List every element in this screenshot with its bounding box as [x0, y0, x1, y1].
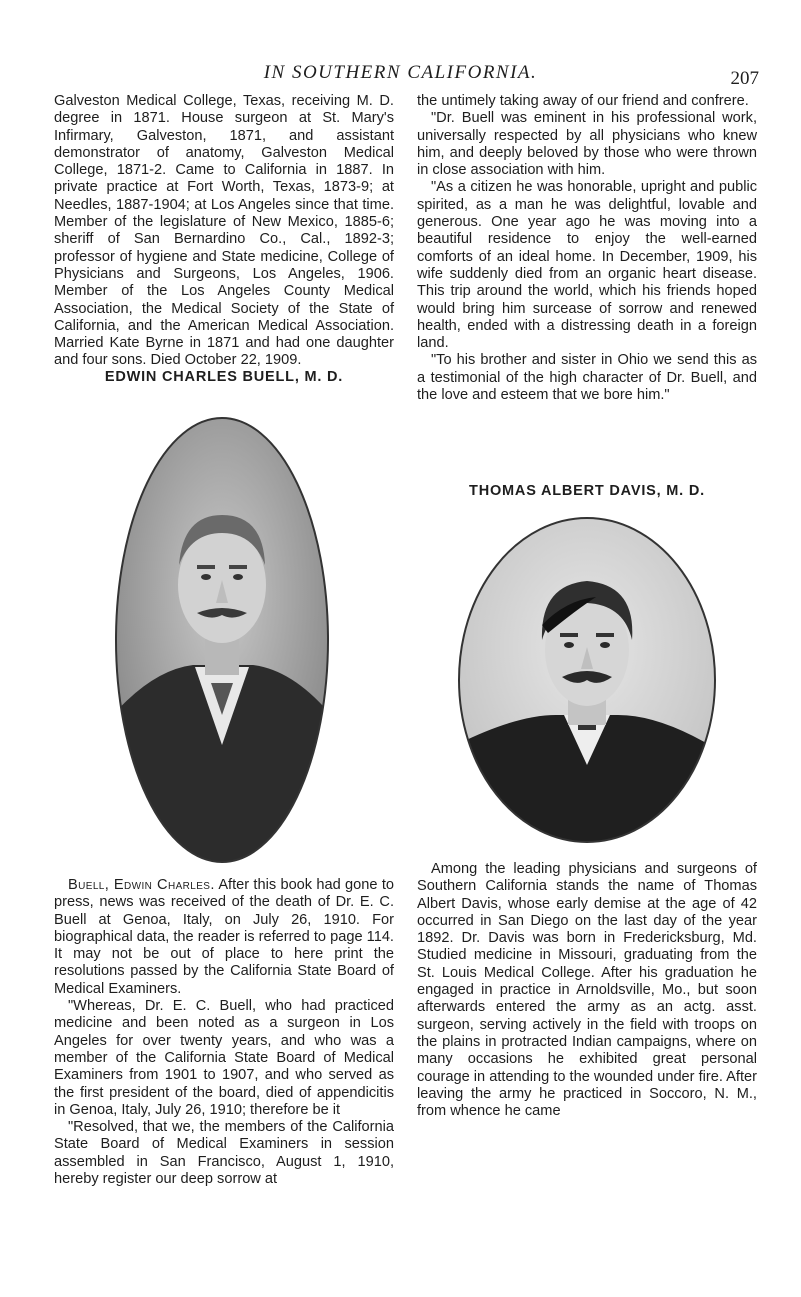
davis-portrait-photo — [456, 515, 718, 845]
left-column-top — [54, 93, 394, 370]
page-number: 207 — [730, 68, 759, 89]
whereas-paragraph: "Whereas, Dr. E. C. Buell, who had practiced medicine and been noted as a surgeon in Los Angeles for over twenty years, and who was a member of the California State Board of Medical Examiners from 1901 to 1907, and who served as the first president of the board, died of appendicitis in Genoa, Italy, July 26, 1910; therefore be it — [54, 998, 394, 1118]
citizen-paragraph: "As a citizen he was honorable, upright and public spirited, as a man he was delightful, lovable and generous. One year ago he was moving into a beautiful residence to enjoy the well-earned comforts of an ideal home. In December, 1909, his wife suddenly died from an organic heart disease. This trip around the world, which his friends hoped would bring him surcease of sorrow and renewed health, ended with a distressing death in a foreign land. — [417, 179, 757, 352]
intro-paragraph: Galveston Medical College, Texas, receiving M. D. degree in 1871. House surgeon at St. Mary's Infirmary, Galveston, 1871, and assistant demonstrator of anatomy, Galveston Medical College, 1871-2. Came to California in 1887. In private practice at Fort Worth, Texas, 1873-9; at Needles, 1887-1904; at Los Angeles since that time. Member of the legislature of New Mexico, 1885-6; sheriff of San Bernardino Co., Cal., 1892-3; professor of hygiene and State medicine, College of Physicians and Surgeons, Los Angeles, 1906. Member of the Los Angeles County Medical Association, the Medical Society of the State of California, and the American Medical Association. Married Kate Byrne in 1871 and had one daughter and four sons. Died October 22, 1909. — [54, 93, 394, 369]
continuation-paragraph: the untimely taking away of our friend and confrere. — [417, 93, 749, 109]
right-column-top — [417, 93, 757, 404]
davis-portrait-icon — [456, 515, 718, 845]
professional-paragraph: "Dr. Buell was eminent in his professional work, universally respected by all physicians who knew him, and deeply beloved by those who were thrown in close association with him. — [417, 110, 757, 179]
resolved-paragraph: "Resolved, that we, the members of the California State Board of Medical Examiners in session assembled in San Francisco, August 1, 1910, hereby register our deep sorrow at — [54, 1119, 394, 1188]
buell-portrait-photo — [113, 415, 331, 865]
buell-bio-text: After this book had gone to press, news was received of the death of Dr. E. C. Buell at Genoa, Italy, on July 26, 1910. For biographical data, the reader is referred to page 114. It may not be out of place to here print the resolutions passed by the California State Board of Medical Examiners. — [54, 877, 394, 997]
buell-bio-name: Buell, Edwin Charles. — [68, 877, 215, 893]
davis-paragraph: Among the leading physicians and surgeons of Southern California stands the name of Thomas Albert Davis, whose early demise at the age of 42 occurred in San Diego on the last day of the year 1892. Dr. Davis was born in Fredericksburg, Md. Studied medicine in Missouri, graduating from the St. Louis Medical College. After his graduation he engaged in practice in Arnoldsville, Mo., but soon afterwards entered the army as an actg. asst. surgeon, serving actively in the field with troops on the plains in protracted Indian campaigns, where on many occasions he exhibited great personal courage in attending to the wounded under fire. After leaving the army he practiced in Soccoro, N. M., from whence he came — [417, 861, 757, 1120]
testimonial-paragraph: "To his brother and sister in Ohio we send this as a testimonial of the high character of Dr. Buell, and the love and esteem that we bore him." — [417, 352, 757, 404]
left-column-bottom — [54, 877, 394, 1188]
buell-bio-paragraph — [54, 877, 394, 998]
davis-heading: THOMAS ALBERT DAVIS, M. D. — [469, 483, 705, 499]
buell-portrait-icon — [113, 415, 331, 865]
right-column-bottom — [417, 861, 757, 1120]
running-head: IN SOUTHERN CALIFORNIA. — [263, 62, 538, 83]
buell-heading: EDWIN CHARLES BUELL, M. D. — [104, 369, 344, 385]
page-header — [0, 60, 801, 90]
